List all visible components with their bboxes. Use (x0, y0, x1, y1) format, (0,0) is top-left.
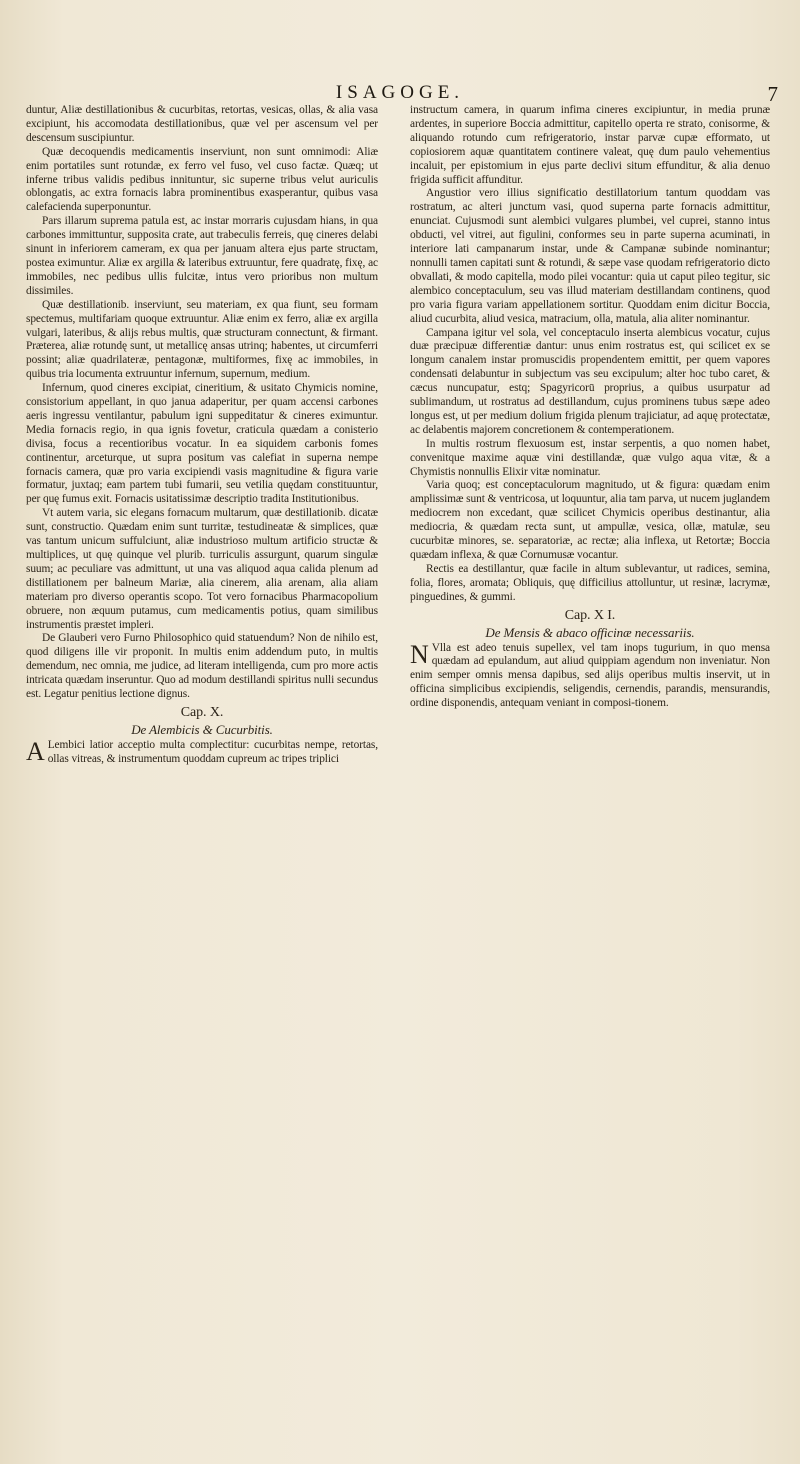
right-paragraph-3: Campana igitur vel sola, vel conceptaculo inserta alembicus vocatur, cujus duæ præcipuæ differentiæ dantur: unus enim rostratus est, qui scilicet ex se longum canalem instar promuscidis propendentem emittit, per quem vapores condensati delabuntur in subjectum vas seu excipulum; alter hoc tubo caret, & cæcus nuncupatur, estq; Spagyricorū proprius, a quibus usurpatur ad sublimandum, ut rostratus ad destillandum, cujus prominens tubus sæpe adeo longus est, ut per medium dolium frigida plenum trajiciatur, ad aquę protectatæ, ac delabentis majorem concretionem & contemperationem. (410, 326, 770, 436)
left-paragraph-4: Quæ destillationib. inserviunt, seu materiam, ex qua fiunt, seu formam spectemus, multifariam quoque extruuntur. Aliæ enim ex ferro, aliæ ex argilla vulgari, lateribus, & alijs rebus multis, quæ structuram connectunt, & firmant. Præterea, aliæ rotundę sunt, ut metallicę ansas utrinq; habentes, ut circumferri possint; aliæ quadrilateræ, pentagonæ, multiformes, fixę ac immobiles, in quibus tria locumenta extruuntur infernum, supernum, medium. (26, 298, 378, 381)
chapter-title: De Mensis & abaco officinæ necessariis. (485, 624, 695, 640)
right-paragraph-6: Rectis ea destillantur, quæ facile in altum sublevantur, ut radices, semina, folia, flores, aromata; Obliquis, quę difficilius attolluntur, ut resinæ, lacrymæ, pinguedines, & gummi. (410, 562, 770, 603)
left-paragraph-1: duntur, Aliæ destillationibus & cucurbitas, retortas, vesicas, ollas, & alia vasa excipiunt, his accomodata destillationibus, quæ vel per ascensum vel per descensum suscipiuntur. (26, 104, 378, 144)
left-paragraph-6: Vt autem varia, sic elegans fornacum multarum, quæ destillationib. dicatæ sunt, constructio. Quædam enim sunt turritæ, testudineatæ & simplices, quæ vas tantum unicum suffulciunt, aliæ industrioso multum artificio structæ & multiplices, ut quę quinque vel plurib. turriculis assurgunt, quarum singulæ suum; ac peculiare vas admittunt, ut una vas aliquod aqua calida plenum ad distillationem per balneum Mariæ, alia cinerem, alia arenam, alia aliam materiam pro diverso operantis scopo. Tot vero fornacibus Pharmacopolium obruere, non æquum putamus, cum medicamentis potius, quam similibus instrumentis præstet impleri. (26, 507, 378, 631)
blank-margin (0, 1050, 800, 1464)
left-paragraph-7: De Glauberi vero Furno Philosophico quid statuendum? Non de nihilo est, quod diligens ille vir proponit. In multis enim addendum puto, in multis demendum, nec omnia, me judice, ad literam intelligenda, cum pro more actis intricata quædam inseruntur. Quo ad modum destillandi spiritus nulli secundus est. Legatur penitius lectione dignus. (26, 632, 378, 701)
chapter-heading: Cap. X I. (564, 607, 616, 623)
right-paragraph-7-text: Vlla est adeo tenuis supellex, vel tam inops tugurium, in quo mensa quædam ad epulandum, aut aliud quippiam agendum non inveniatur. Non enim semper omnis mensa dapibus, sed alijs operibus multis inservit, ut in officina simplicibus excipiendis, seligendis, cernendis, parandis, mensurandis, ordine disponendis, antequam veniant in composi-tionem. (410, 641, 770, 710)
left-paragraph-2: Quæ decoquendis medicamentis inserviunt, non sunt omnimodi: Aliæ enim portatiles sunt rotundæ, ex ferro vel fuso, vel cuso factæ. Quæq; ut inferne tribus validis pedibus innituntur, sic superne tribus velut auriculis oblongatis, ac extra fornacis labra prominentibus exasperantur, quibus vasa calefacienda superponuntur. (26, 145, 378, 214)
left-paragraph-3: Pars illarum suprema patula est, ac instar morraris cujusdam hians, in qua carbones immittuntur, supposita crate, aut trabeculis ferreis, quę cineres delabi sinunt in inferiorem cameram, ex qua per januam altera ejus parte structam, postea eximuntur. Aliæ ex argilla & lateribus extruuntur, fere quadratę, fixę, ac immobiles, nec pedibus ullis fulcitæ, intus vero prioribus non multum dissimiles. (26, 215, 378, 297)
drop-cap: N (410, 639, 429, 669)
page-number: 7 (767, 82, 778, 106)
right-paragraph-4: In multis rostrum flexuosum est, instar serpentis, a quo nomen habet, convenitque maxime aquæ vini destillandæ, quæ vulgo aqua vitæ, & a Chymistis nonnullis Elixir vitæ nominatur. (410, 437, 770, 478)
page-header (0, 82, 800, 106)
left-paragraph-8-text: Lembici latior acceptio multa complectitur: cucurbitas nempe, retortas, ollas vitreas, & instrumentum quoddam cupreum ac tripes triplici (47, 738, 378, 765)
running-head: ISAGOGE. (335, 82, 465, 103)
drop-cap: A (26, 736, 45, 766)
right-paragraph-7 (410, 639, 770, 712)
right-paragraph-2: Angustior vero illius significatio destillatorium tantum quoddam vas rostratum, ac alteri junctum vasi, quod superna parte fornacis admittitur, enunciat. Cujusmodi sunt alembici vulgares plumbei, vel cuprei, stanno intus obducti, vel vitrei, aut figulini, conformes seu in parte superna acuminati, in interiore lati campanarum instar, unde & Campanæ subinde nominantur; nonnulli tamen capitati sunt & rotundi, & sæpe vase quodam refrigeratorio dicto obvallati, & modo capitella, modo pilei vocantur: quia ut caput pileo tegitur, sic alembico conceptaculum, seu vas illud materiam destillandam continens, quod pro varia figura variam appellationem sortitur. Quoddam enim dicitur Boccia, aliud cucurbita, aliud vesica, matracium, olla, matula, alia aliter nominantur. (410, 187, 770, 325)
right-paragraph-5: Varia quoq; est conceptaculorum magnitudo, ut & figura: quædam enim amplissimæ sunt & ventricosa, ut loquuntur, alia tam parva, ut nucem juglandem mediocrem non excedant, quæ scilicet Chymicis operibus destinantur, alia mediocria, & quædam recta sunt, ut ampullæ, vesica, ollæ, matulæ, seu cucurbitæ minores, se. separatoriæ, ac rectæ; alia inflexa, ut Retortæ; Boccia quædam inflexa, & quæ Cornumusæ vocantur. (410, 479, 770, 561)
right-paragraph-1: instructum camera, in quarum infima cineres excipiuntur, in media prunæ ardentes, in superiore Boccia admittitur, capitello operta re strato, conisorme, & aliquando rotundo cum refrigeratorio, instar parvæ cupæ efformato, ut copiosiorem aquæ quantitatem continere valeat, quę dum paulo vehementius incaluit, per epistomium in ejus parte declivi situm effunditur, & alia denuo frigida sufficit affunditur. (410, 104, 770, 186)
left-paragraph-5: Infernum, quod cineres excipiat, cineritium, & usitato Chymicis nomine, consistorium appellant, in quo janua adaperitur, per quam accensi carbones aeris ingressu ventilantur, pabulum igni suppeditatur & cineres eximuntur. Media fornacis regio, in qua ignis fovetur, craticula quædam a conisterio divisa, focus a recentioribus vocatur. In ea siquidem carbonis fomes continentur, arceturque, ut supra positum vas calefiat in superna nempe fornacis camera, quæ pro varia excipiendi vasis magnitudine & figura varie formatur, juxtaq; eam partem tubi fumarii, seu vetilia quędam constituuntur, per quę fumus exit. Fornacis usitatissimæ descriptio tradita Institutionibus. (26, 382, 378, 506)
chapter-title: De Alembicis & Cucurbitis. (131, 721, 273, 737)
chapter-heading: Cap. X. (180, 704, 224, 720)
left-paragraph-8 (26, 736, 378, 767)
